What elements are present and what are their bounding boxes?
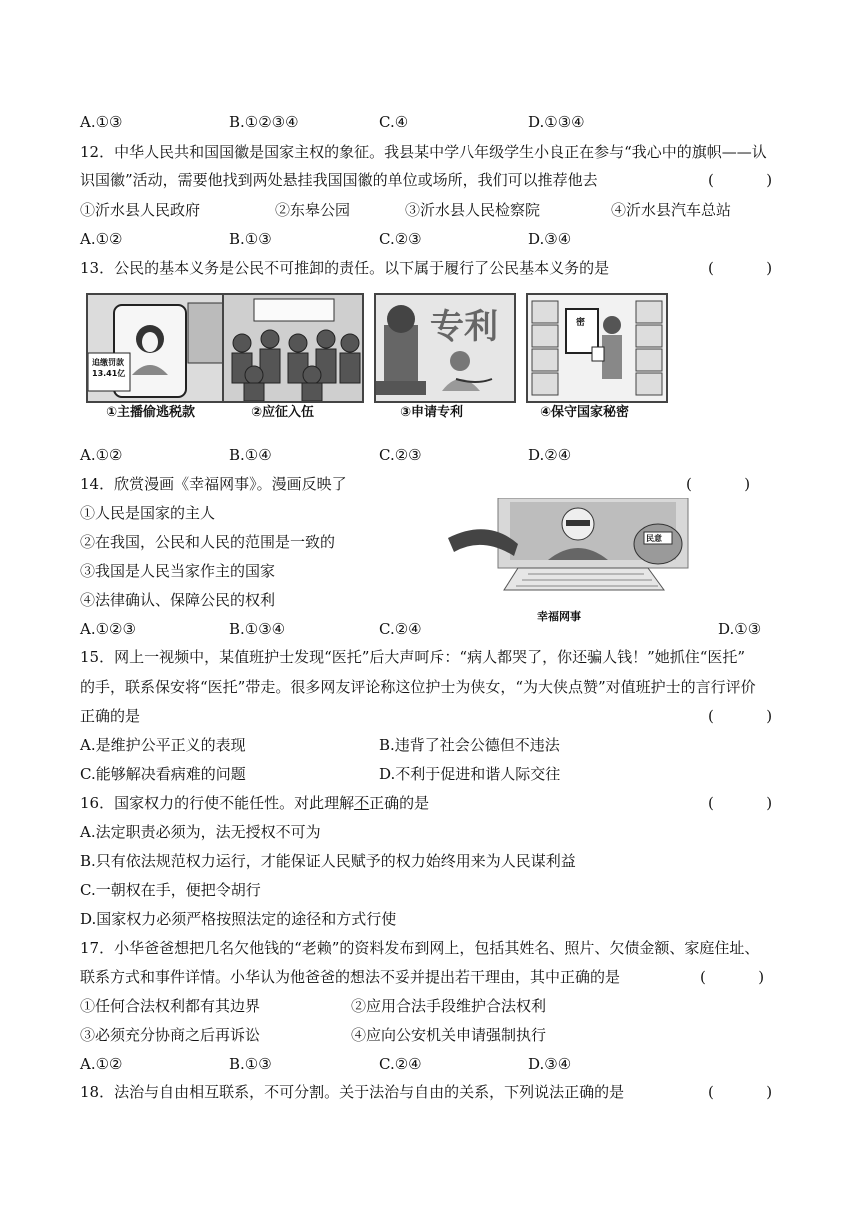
q14-comic-illustration [448, 498, 693, 592]
q11-option-c: C.④ [379, 113, 409, 131]
q14-option-b: B.①③④ [229, 620, 286, 638]
q15-stem-line1: 15．网上一视频中，某值班护士发现“医托”后大声呵斥：“病人都哭了，你还骗人钱！”她抓住“医托” [80, 648, 746, 666]
q15-stem-line3: 正确的是 [80, 707, 141, 725]
q17-option-b: B.①③ [229, 1055, 272, 1073]
q15-stem-line2: 的手，联系保安将“医托”带走。很多网友评论称这位护士为侠女，“为大侠点赞”对值班护士的言行评价 [80, 678, 756, 696]
q12-item-3: ③沂水县人民检察院 [405, 201, 541, 219]
q13-caption-3: ③申请专利 [400, 405, 464, 420]
q17-item-1: ①任何合法权利都有其边界 [80, 997, 261, 1015]
q14-item-1: ①人民是国家的主人 [80, 504, 216, 522]
q15-option-c: C.能够解决看病难的问题 [80, 765, 246, 783]
q14-item-3: ③我国是人民当家作主的国家 [80, 562, 276, 580]
q15-option-d: D.不利于促进和谐人际交往 [379, 765, 561, 783]
q11-option-d: D.①③④ [528, 113, 585, 131]
q17-item-3: ③必须充分协商之后再诉讼 [80, 1026, 261, 1044]
q13-caption-4: ④保守国家秘密 [540, 405, 630, 420]
q17-answer-blank: ( ) [700, 968, 765, 986]
q16-stem-pre: 16．国家权力的行使不能任性。对此理解 [80, 794, 355, 812]
q18-stem-line1: 18．法治与自由相互联系，不可分割。关于法治与自由的关系，下列说法正确的是 [80, 1083, 625, 1101]
q17-item-4: ④应向公安机关申请强制执行 [351, 1026, 547, 1044]
q14-stem-line1: 14．欣赏漫画《幸福网事》。漫画反映了 [80, 475, 347, 493]
q16-option-a: A.法定职责必须为，法无授权不可为 [80, 823, 321, 841]
q11-option-a: A.①③ [80, 113, 123, 131]
q14-option-a: A.①②③ [80, 620, 136, 638]
q16-stem-underlined: 不 [354, 794, 370, 812]
q12-item-4: ④沂水县汽车总站 [611, 201, 732, 219]
q13-option-b: B.①④ [229, 446, 272, 464]
q15-answer-blank: ( ) [708, 707, 773, 725]
q14-item-4: ④法律确认、保障公民的权利 [80, 591, 276, 609]
q14-comic-label: 民意 [646, 534, 662, 543]
q15-option-b: B.违背了社会公德但不违法 [379, 736, 560, 754]
q12-stem-line1: 12．中华人民共和国国徽是国家主权的象征。我县某中学八年级学生小良正在参与“我心中的旗帜——认 [80, 143, 767, 161]
q13-stem-line1: 13．公民的基本义务是公民不可推卸的责任。以下属于履行了公民基本义务的是 [80, 259, 610, 277]
q13-caption-1: ①主播偷逃税款 [106, 405, 196, 420]
q17-option-c: C.②④ [379, 1055, 422, 1073]
q16-stem-line1 [80, 793, 429, 813]
q16-option-b: B.只有依法规范权力运行，才能保证人民赋予的权力始终用来为人民谋利益 [80, 852, 576, 870]
q14-comic-caption: 幸福网事 [537, 610, 581, 623]
q13-answer-blank: ( ) [708, 259, 773, 277]
q12-item-2: ②东皋公园 [275, 201, 351, 219]
q16-option-c: C.一朝权在手，便把令胡行 [80, 881, 261, 899]
q13-option-a: A.①② [80, 446, 123, 464]
q13-panel4-text: 密 [576, 318, 586, 328]
q14-answer-blank: ( ) [686, 475, 751, 493]
q11-option-b: B.①②③④ [229, 113, 299, 131]
q12-option-d: D.③④ [528, 230, 572, 248]
q17-option-a: A.①② [80, 1055, 123, 1073]
q13-panel3-text: 专利 [430, 307, 498, 347]
q17-stem-line1: 17．小华爸爸想把几名欠他钱的“老赖”的资料发布到网上，包括其姓名、照片、欠债金额、家庭住址、 [80, 939, 760, 957]
q14-item-2: ②在我国，公民和人民的范围是一致的 [80, 533, 336, 551]
q15-option-a: A.是维护公平正义的表现 [80, 736, 246, 754]
q14-option-c: C.②④ [379, 620, 422, 638]
q12-option-c: C.②③ [379, 230, 422, 248]
q12-stem-line2: 识国徽”活动，需要他找到两处悬挂我国国徽的单位或场所，我们可以推荐他去 [80, 171, 598, 189]
q16-option-d: D.国家权力必须严格按照法定的途径和方式行使 [80, 910, 397, 928]
q18-answer-blank: ( ) [708, 1083, 773, 1101]
q12-option-b: B.①③ [229, 230, 272, 248]
q16-stem-post: 正确的是 [369, 794, 430, 812]
q17-item-2: ②应用合法手段维护合法权利 [351, 997, 547, 1015]
q17-option-d: D.③④ [528, 1055, 572, 1073]
q13-panel1-text: 追缴罚款13.41亿 [92, 358, 126, 378]
q14-option-d: D.①③ [718, 620, 762, 638]
q12-option-a: A.①② [80, 230, 123, 248]
q13-panel-enlistment [222, 293, 364, 403]
q13-option-d: D.②④ [528, 446, 572, 464]
q12-item-1: ①沂水县人民政府 [80, 201, 201, 219]
q16-answer-blank: ( ) [708, 794, 773, 812]
q13-option-c: C.②③ [379, 446, 422, 464]
q17-stem-line2: 联系方式和事件详情。小华认为他爸爸的想法不妥并提出若干理由，其中正确的是 [80, 968, 621, 986]
q13-panel-tax-evasion [86, 293, 228, 403]
q13-panel-patent [374, 293, 516, 403]
q12-answer-blank: ( ) [708, 171, 773, 189]
q13-panel-state-secrets [526, 293, 668, 403]
q13-caption-2: ②应征入伍 [251, 405, 315, 420]
